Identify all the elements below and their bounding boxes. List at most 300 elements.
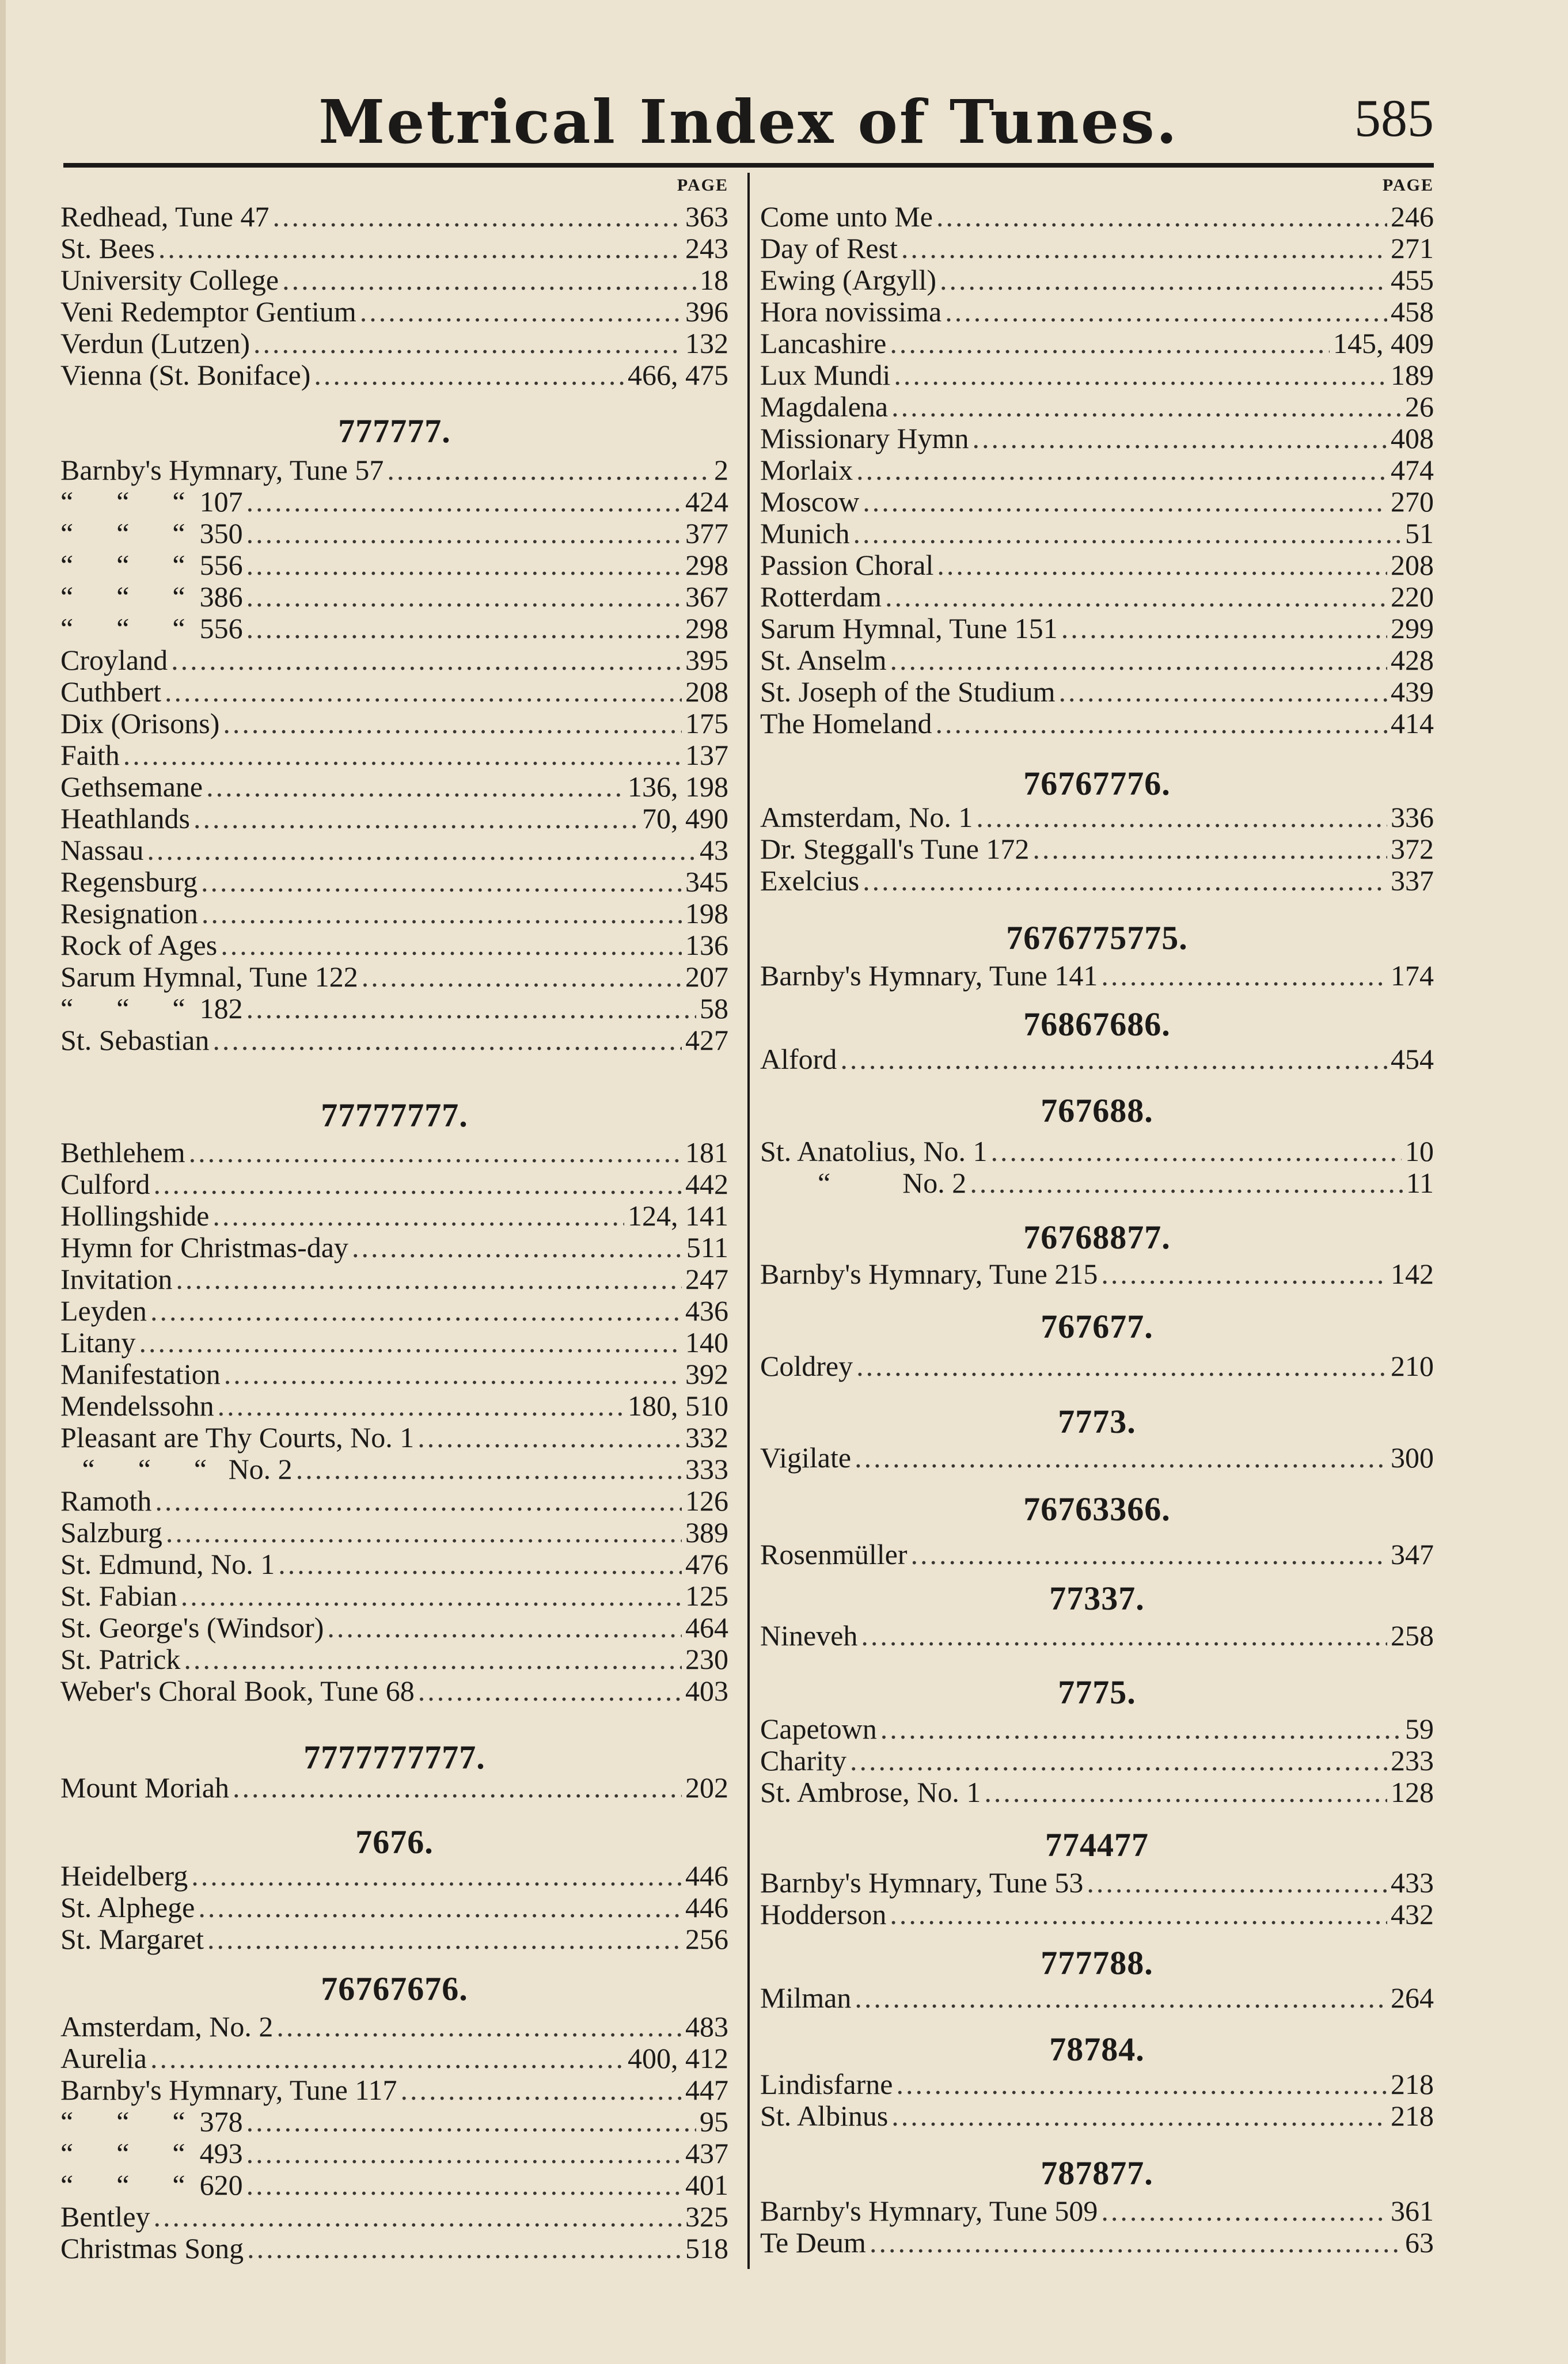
index-entry bbox=[760, 1619, 1434, 1651]
page-reference: 145, 409 bbox=[1333, 327, 1434, 359]
tune-name: Lux Mundi bbox=[760, 359, 891, 391]
index-entry bbox=[60, 802, 728, 834]
index-entry bbox=[60, 548, 728, 580]
page-reference: 270 bbox=[1391, 485, 1434, 518]
dot-leader bbox=[165, 675, 682, 708]
page-reference: 511 bbox=[686, 1231, 728, 1263]
dot-leader bbox=[246, 612, 682, 645]
index-entry bbox=[60, 2200, 728, 2232]
tune-name: Mendelssohn bbox=[60, 1390, 214, 1422]
index-entry bbox=[60, 1023, 728, 1056]
index-entry bbox=[60, 295, 728, 327]
tune-name: St. Patrick bbox=[60, 1643, 181, 1675]
page-reference: 202 bbox=[685, 1771, 728, 1804]
index-entry bbox=[60, 2073, 728, 2105]
dot-leader bbox=[400, 2073, 682, 2107]
dot-leader bbox=[1101, 2194, 1387, 2228]
page-reference: 442 bbox=[685, 1168, 728, 1200]
page-reference: 126 bbox=[685, 1485, 728, 1517]
tune-name: Barnby's Hymnary, Tune 53 bbox=[760, 1866, 1084, 1899]
page-edge bbox=[0, 0, 6, 2364]
dot-leader bbox=[212, 1023, 682, 1057]
page-reference: 483 bbox=[685, 2010, 728, 2043]
dot-leader bbox=[418, 1674, 682, 1707]
dot-leader bbox=[890, 643, 1387, 677]
page-reference: 43 bbox=[700, 834, 728, 866]
page-reference: 124, 141 bbox=[628, 1200, 728, 1232]
dot-leader bbox=[154, 2200, 682, 2233]
dot-leader bbox=[970, 1166, 1403, 1200]
page-reference: 458 bbox=[1391, 295, 1434, 328]
index-entry bbox=[60, 1262, 728, 1295]
dot-leader bbox=[984, 1775, 1387, 1809]
tune-name: Rotterdam bbox=[760, 580, 882, 613]
tune-name: Hollingshide bbox=[60, 1200, 210, 1232]
page-reference: 181 bbox=[685, 1136, 728, 1168]
tune-name: Resignation bbox=[60, 897, 198, 929]
index-entry bbox=[760, 800, 1434, 833]
index-entry bbox=[60, 580, 728, 612]
page-reference: 298 bbox=[685, 612, 728, 644]
page-reference: 427 bbox=[685, 1024, 728, 1056]
dot-leader bbox=[861, 1619, 1387, 1652]
index-entry bbox=[760, 2099, 1434, 2131]
page-reference: 51 bbox=[1405, 517, 1434, 549]
page-reference: 63 bbox=[1405, 2226, 1434, 2259]
tune-name: Rock of Ages bbox=[60, 929, 218, 961]
meter-heading: 77337. bbox=[1049, 1580, 1145, 1617]
index-entry bbox=[60, 675, 728, 707]
dot-leader bbox=[896, 2067, 1387, 2101]
page-reference: 454 bbox=[1391, 1043, 1434, 1075]
header-rule bbox=[63, 163, 1434, 168]
page-reference: 132 bbox=[685, 327, 728, 359]
page-reference: 58 bbox=[700, 992, 728, 1024]
tune-name: Come unto Me bbox=[760, 200, 933, 233]
dot-leader bbox=[863, 864, 1387, 897]
index-entry bbox=[60, 358, 728, 390]
meter-heading: 787877. bbox=[1041, 2154, 1153, 2192]
index-entry bbox=[60, 327, 728, 359]
tune-name: Redhead, Tune 47 bbox=[60, 200, 269, 233]
page-reference: 208 bbox=[1391, 549, 1434, 581]
tune-name: St. George's (Windsor) bbox=[60, 1611, 324, 1644]
tune-name: Leyden bbox=[60, 1295, 147, 1327]
index-entry bbox=[760, 485, 1434, 517]
dot-leader bbox=[247, 2232, 682, 2265]
page-reference: 392 bbox=[685, 1358, 728, 1390]
tune-name: St. Edmund, No. 1 bbox=[60, 1548, 275, 1580]
page-reference: 218 bbox=[1391, 2068, 1434, 2100]
index-entry bbox=[760, 1981, 1434, 2013]
tune-name: Day of Rest bbox=[760, 232, 898, 264]
tune-name: “ No. 2 bbox=[760, 1167, 967, 1199]
dot-leader bbox=[890, 1898, 1387, 1931]
tune-name: Magdalena bbox=[760, 390, 889, 423]
index-entry bbox=[760, 864, 1434, 896]
page-header bbox=[63, 86, 1434, 155]
index-entry bbox=[60, 1579, 728, 1611]
dot-leader bbox=[417, 1421, 682, 1454]
page-reference: 446 bbox=[685, 1891, 728, 1923]
index-entry bbox=[60, 738, 728, 771]
index-entry bbox=[760, 232, 1434, 264]
dot-leader bbox=[855, 1981, 1387, 2014]
page-reference: 446 bbox=[685, 1860, 728, 1892]
dot-leader bbox=[936, 707, 1387, 740]
dot-leader bbox=[278, 1547, 682, 1581]
index-entry bbox=[760, 1349, 1434, 1382]
page-reference: 247 bbox=[685, 1263, 728, 1295]
index-entry bbox=[760, 1166, 1434, 1198]
dot-leader bbox=[885, 580, 1387, 613]
page-reference: 337 bbox=[1391, 864, 1434, 897]
dot-leader bbox=[840, 1042, 1387, 1076]
tune-name: Gethsemane bbox=[60, 771, 203, 803]
tune-name: “ “ “ No. 2 bbox=[60, 1453, 293, 1485]
dot-leader bbox=[296, 1452, 682, 1486]
dot-leader bbox=[360, 295, 682, 328]
dot-leader bbox=[166, 1516, 682, 1549]
page-reference: 218 bbox=[1391, 2100, 1434, 2132]
page-reference: 300 bbox=[1391, 1441, 1434, 1474]
dot-leader bbox=[1087, 1866, 1387, 1899]
index-entry bbox=[60, 1199, 728, 1231]
meter-heading: 767677. bbox=[1041, 1308, 1153, 1345]
dot-leader bbox=[184, 1642, 682, 1676]
meter-heading: 767688. bbox=[1041, 1092, 1153, 1129]
page-reference: 18 bbox=[700, 264, 728, 296]
page-reference: 271 bbox=[1391, 232, 1434, 264]
index-entry bbox=[60, 263, 728, 295]
tune-name: Coldrey bbox=[760, 1350, 853, 1382]
dot-leader bbox=[1032, 832, 1387, 866]
index-entry bbox=[60, 200, 728, 232]
tune-name: Salzburg bbox=[60, 1516, 162, 1549]
page-reference: 208 bbox=[685, 676, 728, 708]
tune-name: Heidelberg bbox=[60, 1860, 188, 1892]
index-entry bbox=[60, 897, 728, 929]
page-reference: 137 bbox=[685, 739, 728, 771]
column-divider bbox=[747, 173, 750, 2269]
tune-name: Alford bbox=[760, 1043, 837, 1075]
page-reference: 298 bbox=[685, 549, 728, 581]
page-reference: 189 bbox=[1391, 359, 1434, 391]
dot-leader bbox=[853, 517, 1402, 550]
page-reference: 2 bbox=[714, 454, 728, 486]
index-entry bbox=[760, 2194, 1434, 2226]
page-reference: 437 bbox=[685, 2137, 728, 2169]
page-reference: 414 bbox=[1391, 707, 1434, 739]
index-entry bbox=[760, 517, 1434, 549]
index-entry bbox=[60, 643, 728, 676]
page-reference: 233 bbox=[1391, 1744, 1434, 1777]
tune-name: Culford bbox=[60, 1168, 150, 1200]
page-reference: 396 bbox=[685, 295, 728, 328]
tune-name: Manifestation bbox=[60, 1358, 221, 1390]
dot-leader bbox=[314, 358, 624, 392]
index-entry bbox=[60, 1922, 728, 1955]
index-entry bbox=[760, 707, 1434, 739]
index-entry bbox=[760, 1866, 1434, 1898]
dot-leader bbox=[189, 1136, 682, 1169]
dot-leader bbox=[870, 2226, 1402, 2259]
dot-leader bbox=[936, 200, 1387, 233]
index-entry bbox=[60, 833, 728, 866]
tune-name: Ewing (Argyll) bbox=[760, 264, 936, 296]
page-reference: 128 bbox=[1391, 1776, 1434, 1808]
page-reference: 395 bbox=[685, 644, 728, 676]
dot-leader bbox=[224, 1357, 682, 1391]
index-entry bbox=[760, 327, 1434, 359]
dot-leader bbox=[273, 200, 682, 233]
page-reference: 264 bbox=[1391, 1982, 1434, 2014]
index-entry bbox=[60, 1452, 728, 1485]
page-reference: 466, 475 bbox=[628, 359, 728, 391]
page-reference: 142 bbox=[1391, 1258, 1434, 1290]
index-entry bbox=[60, 1389, 728, 1421]
index-entry bbox=[60, 2137, 728, 2169]
index-entry bbox=[760, 390, 1434, 422]
dot-leader bbox=[976, 800, 1387, 834]
page-reference: 11 bbox=[1406, 1167, 1434, 1199]
index-entry bbox=[760, 1775, 1434, 1808]
page-reference: 243 bbox=[685, 232, 728, 264]
index-entry bbox=[760, 200, 1434, 232]
meter-heading: 7773. bbox=[1058, 1403, 1136, 1440]
page-number: 585 bbox=[1354, 89, 1434, 147]
page-reference: 372 bbox=[1391, 833, 1434, 865]
tune-name: Capetown bbox=[760, 1713, 877, 1745]
tune-name: Faith bbox=[60, 739, 120, 771]
dot-leader bbox=[246, 992, 696, 1025]
dot-leader bbox=[387, 453, 711, 487]
meter-heading: 76867686. bbox=[1023, 1005, 1171, 1043]
page-reference: 518 bbox=[685, 2232, 728, 2264]
dot-leader bbox=[221, 928, 682, 962]
page-reference: 220 bbox=[1391, 580, 1434, 613]
index-entry bbox=[60, 1859, 728, 1891]
page-reference: 70, 490 bbox=[642, 802, 728, 834]
dot-leader bbox=[891, 2099, 1387, 2132]
index-entry bbox=[60, 960, 728, 992]
tune-name: St. Anselm bbox=[760, 644, 887, 676]
tune-name: Barnby's Hymnary, Tune 509 bbox=[760, 2195, 1098, 2227]
tune-name: Ramoth bbox=[60, 1485, 152, 1517]
tune-name: Nineveh bbox=[760, 1619, 858, 1652]
page-reference: 464 bbox=[685, 1611, 728, 1644]
meter-heading: 76768877. bbox=[1023, 1219, 1171, 1256]
tune-name: “ “ “ 107 bbox=[60, 485, 243, 518]
index-entry bbox=[60, 1231, 728, 1263]
tune-name: Cuthbert bbox=[60, 676, 161, 708]
tune-name: Aurelia bbox=[60, 2042, 147, 2074]
page-reference: 136 bbox=[685, 929, 728, 961]
page-reference: 333 bbox=[685, 1453, 728, 1485]
tune-name: Litany bbox=[60, 1326, 136, 1359]
page-reference: 433 bbox=[1391, 1866, 1434, 1899]
page-reference: 207 bbox=[685, 961, 728, 993]
index-entry bbox=[760, 453, 1434, 485]
dot-leader bbox=[850, 1744, 1387, 1777]
dot-leader bbox=[973, 422, 1388, 455]
meter-heading: 7775. bbox=[1058, 1674, 1136, 1711]
page-reference: 136, 198 bbox=[628, 771, 728, 803]
tune-name: Weber's Choral Book, Tune 68 bbox=[60, 1675, 415, 1707]
tune-name: St. Anatolius, No. 1 bbox=[760, 1135, 988, 1167]
page-reference: 439 bbox=[1391, 676, 1434, 708]
dot-leader bbox=[362, 960, 682, 993]
tune-name: Moscow bbox=[760, 485, 860, 518]
tune-name: Lancashire bbox=[760, 327, 887, 359]
tune-name: St. Fabian bbox=[60, 1580, 177, 1612]
meter-heading: 77777777. bbox=[321, 1096, 468, 1134]
tune-name: Munich bbox=[760, 517, 850, 549]
index-entry bbox=[60, 2042, 728, 2074]
dot-leader bbox=[198, 1891, 682, 1924]
page-reference: 10 bbox=[1405, 1135, 1434, 1167]
index-entry bbox=[760, 643, 1434, 676]
index-entry bbox=[760, 2226, 1434, 2258]
dot-leader bbox=[911, 1538, 1387, 1571]
index-entry bbox=[60, 928, 728, 961]
page-reference: 428 bbox=[1391, 644, 1434, 676]
tune-name: “ “ “ 350 bbox=[60, 517, 243, 549]
dot-leader bbox=[856, 453, 1387, 487]
index-entry bbox=[60, 770, 728, 802]
index-entry bbox=[760, 959, 1434, 991]
tune-name: Bethlehem bbox=[60, 1136, 185, 1168]
tune-name: Vigilate bbox=[760, 1441, 852, 1474]
page-reference: 474 bbox=[1391, 454, 1434, 486]
dot-leader bbox=[246, 2168, 682, 2202]
index-entry bbox=[60, 1891, 728, 1923]
dot-leader bbox=[218, 1389, 624, 1422]
page-reference: 403 bbox=[685, 1675, 728, 1707]
dot-leader bbox=[890, 327, 1330, 360]
index-entry bbox=[760, 832, 1434, 864]
tune-name: Charity bbox=[760, 1744, 846, 1777]
tune-name: St. Sebastian bbox=[60, 1024, 210, 1056]
tune-name: Vienna (St. Boniface) bbox=[60, 359, 311, 391]
dot-leader bbox=[901, 232, 1387, 265]
tune-name: “ “ “ 493 bbox=[60, 2137, 243, 2169]
page-reference: 367 bbox=[685, 580, 728, 613]
page-reference: 59 bbox=[1405, 1713, 1434, 1745]
meter-heading: 76767776. bbox=[1023, 765, 1171, 802]
index-entry bbox=[760, 1538, 1434, 1570]
dot-leader bbox=[155, 1484, 682, 1517]
dot-leader bbox=[352, 1231, 683, 1264]
index-entry bbox=[760, 422, 1434, 454]
tune-name: Hodderson bbox=[760, 1898, 887, 1930]
tune-name: St. Margaret bbox=[60, 1923, 204, 1955]
index-entry bbox=[60, 2168, 728, 2200]
dot-leader bbox=[891, 390, 1402, 423]
tune-name: Rosenmüller bbox=[760, 1538, 908, 1570]
index-entry bbox=[60, 865, 728, 897]
tune-name: Pleasant are Thy Courts, No. 1 bbox=[60, 1421, 415, 1454]
tune-name: Sarum Hymnal, Tune 151 bbox=[760, 612, 1058, 644]
dot-leader bbox=[856, 1349, 1387, 1383]
meter-heading: 76763366. bbox=[1023, 1490, 1171, 1528]
tune-name: The Homeland bbox=[760, 707, 932, 739]
index-entry bbox=[760, 612, 1434, 644]
dot-leader bbox=[223, 707, 682, 740]
index-entry bbox=[760, 548, 1434, 580]
dot-leader bbox=[207, 1922, 682, 1956]
dot-leader bbox=[1059, 675, 1387, 708]
tune-name: Hymn for Christmas-day bbox=[60, 1231, 348, 1263]
dot-leader bbox=[855, 1441, 1387, 1474]
index-entry bbox=[60, 1357, 728, 1390]
page-reference: 26 bbox=[1405, 390, 1434, 423]
tune-name: “ “ “ 378 bbox=[60, 2105, 243, 2138]
dot-leader bbox=[940, 263, 1387, 297]
dot-leader bbox=[181, 1579, 682, 1612]
page-reference: 455 bbox=[1391, 264, 1434, 296]
index-entry bbox=[60, 1516, 728, 1548]
dot-leader bbox=[193, 802, 639, 835]
page-column-label: PAGE bbox=[1382, 176, 1434, 195]
tune-name: Barnby's Hymnary, Tune 141 bbox=[760, 959, 1098, 992]
tune-name: Hora novissima bbox=[760, 295, 942, 328]
dot-leader bbox=[937, 548, 1387, 582]
page-reference: 210 bbox=[1391, 1350, 1434, 1382]
page-reference: 447 bbox=[685, 2074, 728, 2106]
dot-leader bbox=[246, 485, 682, 518]
page-reference: 432 bbox=[1391, 1898, 1434, 1930]
tune-name: “ “ “ 556 bbox=[60, 612, 243, 644]
index-entry bbox=[760, 580, 1434, 612]
tune-name: Barnby's Hymnary, Tune 57 bbox=[60, 454, 384, 486]
dot-leader bbox=[139, 1326, 682, 1359]
meter-heading: 78784. bbox=[1049, 2031, 1145, 2068]
page-reference: 424 bbox=[685, 485, 728, 518]
tune-name: Lindisfarne bbox=[760, 2068, 893, 2100]
page-reference: 256 bbox=[685, 1923, 728, 1955]
index-title: Metrical Index of Tunes. bbox=[318, 86, 1179, 157]
dot-leader bbox=[147, 833, 696, 867]
page-reference: 377 bbox=[685, 517, 728, 549]
index-entry bbox=[760, 263, 1434, 295]
page-reference: 125 bbox=[685, 1580, 728, 1612]
tune-name: Bentley bbox=[60, 2200, 150, 2233]
index-entry bbox=[760, 1744, 1434, 1776]
meter-heading: 76767676. bbox=[321, 1970, 468, 2008]
index-entry bbox=[760, 2067, 1434, 2100]
index-entry bbox=[60, 1771, 728, 1803]
tune-name: Amsterdam, No. 2 bbox=[60, 2010, 274, 2043]
dot-leader bbox=[327, 1611, 682, 1644]
dot-leader bbox=[123, 738, 682, 772]
index-entry bbox=[760, 295, 1434, 327]
page-reference: 400, 412 bbox=[628, 2042, 728, 2074]
tune-name: St. Alphege bbox=[60, 1891, 195, 1923]
page-reference: 436 bbox=[685, 1295, 728, 1327]
dot-leader bbox=[154, 1167, 682, 1201]
dot-leader bbox=[202, 897, 682, 930]
dot-leader bbox=[171, 643, 682, 677]
index-entry bbox=[60, 517, 728, 549]
left-column bbox=[60, 176, 728, 2272]
dot-leader bbox=[1061, 612, 1387, 645]
tune-name: Christmas Song bbox=[60, 2232, 244, 2264]
dot-leader bbox=[150, 1294, 682, 1327]
page-reference: 361 bbox=[1391, 2195, 1434, 2227]
tune-name: Barnby's Hymnary, Tune 215 bbox=[760, 1258, 1098, 1290]
meter-heading: 777788. bbox=[1041, 1944, 1153, 1982]
